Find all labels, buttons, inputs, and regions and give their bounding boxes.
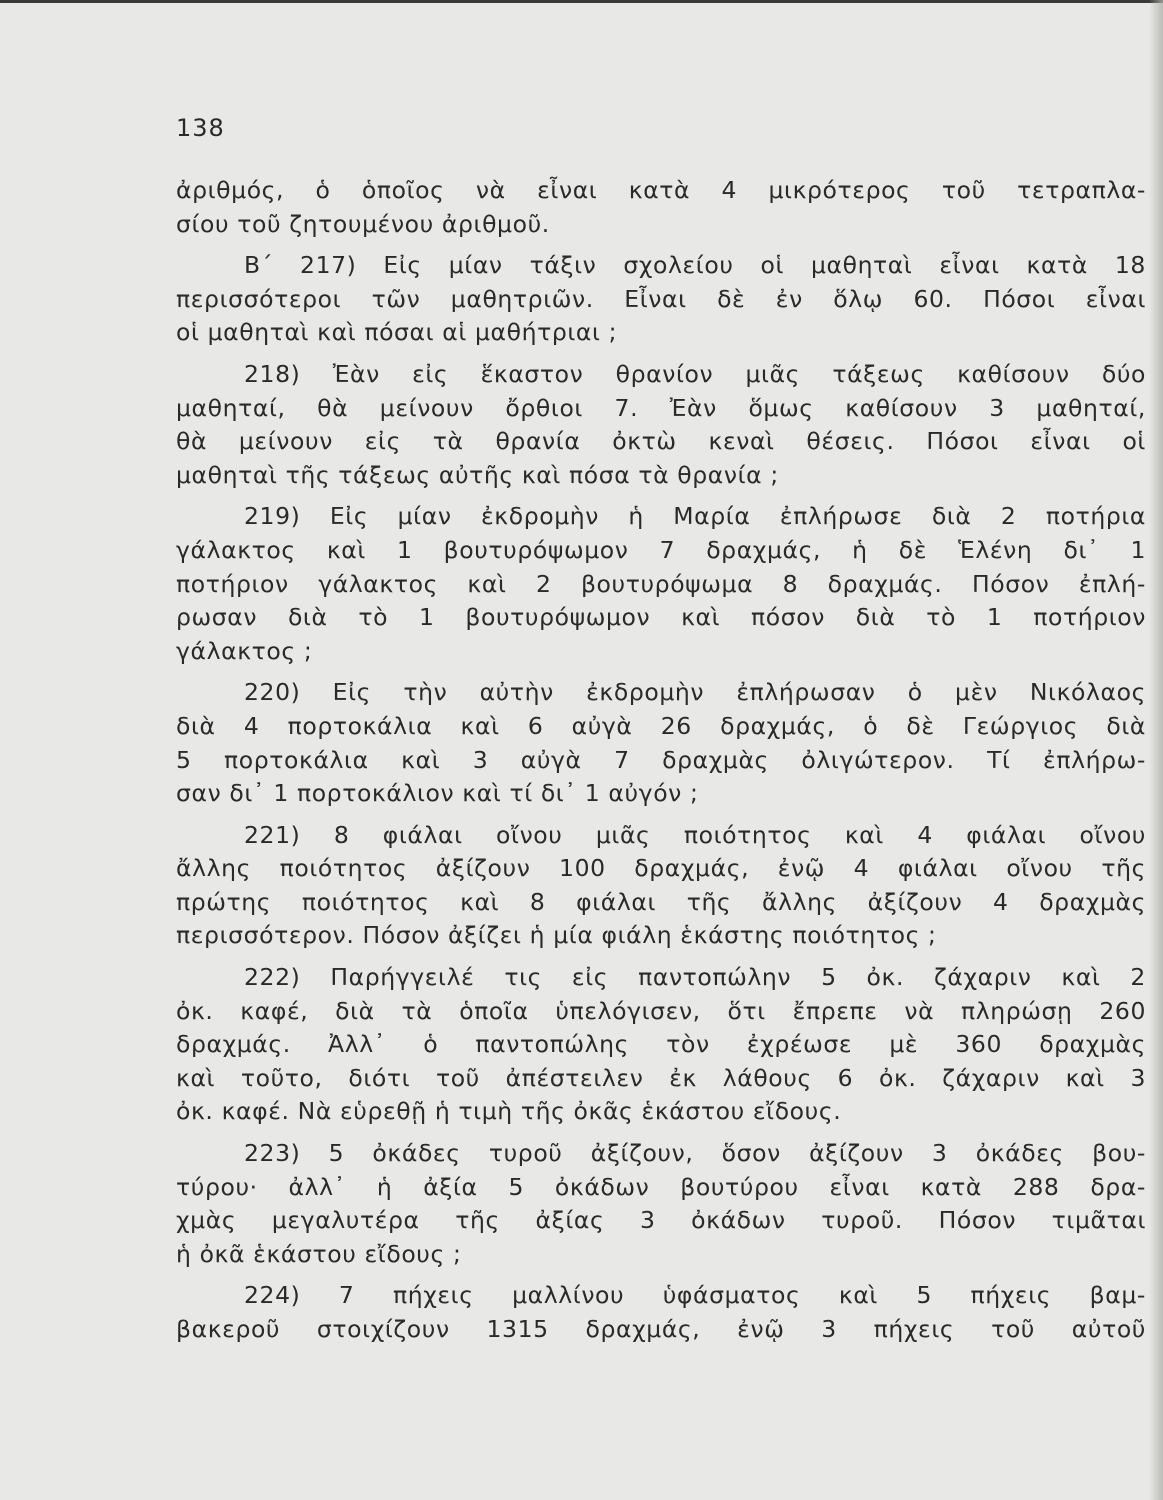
text-line: βακεροῦ στοιχίζουν 1315 δραχμάς, ἐνῷ 3 πήχεις τοῦ αὐτοῦ — [176, 1315, 1146, 1343]
page-number: 138 — [176, 114, 225, 142]
text-line: γάλακτος ; — [176, 636, 313, 665]
text-line: θὰ μείνουν εἰς τὰ θρανία ὀκτὼ κεναὶ θέσεις. Πόσοι εἶναι οἱ — [176, 427, 1146, 456]
problem-221 — [176, 819, 1146, 953]
problem-219 — [176, 500, 1146, 668]
text-line: χμὰς μεγαλυτέρα τῆς ἀξίας 3 ὀκάδων τυροῦ. Πόσον τιμᾶται — [176, 1206, 1146, 1235]
problem-220 — [176, 676, 1146, 810]
text-line: 219) Εἰς μίαν ἐκδρομὴν ἡ Μαρία ἐπλήρωσε διὰ 2 ποτήρια — [244, 502, 1146, 531]
text-line: γάλακτος καὶ 1 βουτυρόψωμον 7 δραχμάς, ἡ δὲ Ἑλένη δι᾽ 1 — [176, 535, 1146, 564]
text-line: ὀκ. καφέ, διὰ τὰ ὁποῖα ὑπελόγισεν, ὅτι ἔπρεπε νὰ πληρώσῃ 260 — [176, 996, 1146, 1025]
text-line: καὶ τοῦτο, διότι τοῦ ἀπέστειλεν ἐκ λάθους 6 ὀκ. ζάχαριν καὶ 3 — [176, 1063, 1146, 1092]
text-line: ποτήριον γάλακτος καὶ 2 βουτυρόψωμα 8 δραχμάς. Πόσον ἐπλή- — [176, 569, 1146, 598]
text-line: 221) 8 φιάλαι οἴνου μιᾶς ποιότητος καὶ 4 φιάλαι οἴνου — [244, 820, 1146, 849]
text-line: Β΄ 217) Εἰς μίαν τάξιν σχολείου οἱ μαθηταὶ εἶναι κατὰ 18 — [244, 251, 1146, 280]
text-line: 223) 5 ὀκάδες τυροῦ ἀξίζουν, ὅσον ἀξίζουν 3 ὀκάδες βου- — [244, 1139, 1146, 1168]
problem-218 — [176, 358, 1146, 492]
page-binding-shadow — [1149, 0, 1163, 1500]
text-line: ἀριθμός, ὁ ὁποῖος νὰ εἶναι κατὰ 4 μικρότερος τοῦ τετραπλα- — [176, 176, 1146, 204]
text-line: ὀκ. καφέ. Νὰ εὑρεθῇ ἡ τιμὴ τῆς ὀκᾶς ἑκάστου εἴδους. — [176, 1097, 842, 1126]
text-line: μαθηταί, θὰ μείνουν ὄρθιοι 7. Ἐὰν ὅμως καθίσουν 3 μαθηταί, — [176, 393, 1146, 422]
text-line: περισσότερον. Πόσον ἀξίζει ἡ μία φιάλη ἑκάστης ποιότητος ; — [176, 921, 937, 950]
problem-224 — [176, 1279, 1146, 1346]
text-line: σαν δι᾽ 1 πορτοκάλιον καὶ τί δι᾽ 1 αὐγόν ; — [176, 779, 699, 808]
text-line: διὰ 4 πορτοκάλια καὶ 6 αὐγὰ 26 δραχμάς, ὁ δὲ Γεώργιος διὰ — [176, 711, 1146, 740]
text-line: μαθηταὶ τῆς τάξεως αὐτῆς καὶ πόσα τὰ θρανία ; — [176, 460, 779, 489]
text-body — [176, 174, 1146, 1347]
text-line: 218) Ἐὰν εἰς ἕκαστον θρανίον μιᾶς τάξεως καθίσουν δύο — [244, 359, 1146, 388]
text-line: δραχμάς. Ἀλλ᾽ ὁ παντοπώλης τὸν ἐχρέωσε μὲ 360 δραχμὰς — [176, 1030, 1146, 1059]
paragraph-intro — [176, 174, 1146, 241]
text-line: ἄλλης ποιότητος ἀξίζουν 100 δραχμάς, ἐνῷ 4 φιάλαι οἴνου τῆς — [176, 854, 1146, 883]
problem-222 — [176, 961, 1146, 1129]
text-line: τύρου· ἀλλ᾽ ἡ ἀξία 5 ὀκάδων βουτύρου εἶναι κατὰ 288 δρα- — [176, 1172, 1146, 1201]
problem-223 — [176, 1137, 1146, 1271]
text-line: 222) Παρήγγειλέ τις εἰς παντοπώλην 5 ὀκ. ζάχαριν καὶ 2 — [244, 963, 1146, 992]
text-line: ρωσαν διὰ τὸ 1 βουτυρόψωμον καὶ πόσον διὰ τὸ 1 ποτήριον — [176, 603, 1146, 632]
text-line: ἡ ὀκᾶ ἑκάστου εἴδους ; — [176, 1239, 462, 1268]
text-line: οἱ μαθηταὶ καὶ πόσαι αἱ μαθήτριαι ; — [176, 318, 618, 347]
text-line: 224) 7 πήχεις μαλλίνου ὑφάσματος καὶ 5 πήχεις βαμ- — [244, 1281, 1146, 1310]
problem-217 — [176, 249, 1146, 350]
text-line: σίου τοῦ ζητουμένου ἀριθμοῦ. — [176, 209, 550, 238]
text-line: 220) Εἰς τὴν αὐτὴν ἐκδρομὴν ἐπλήρωσαν ὁ μὲν Νικόλαος — [244, 678, 1146, 707]
text-line: περισσότεροι τῶν μαθητριῶν. Εἶναι δὲ ἐν ὅλῳ 60. Πόσοι εἶναι — [176, 284, 1146, 313]
page-top-edge — [0, 0, 1163, 3]
text-line: 5 πορτοκάλια καὶ 3 αὐγὰ 7 δραχμὰς ὀλιγώτερον. Τί ἐπλήρω- — [176, 745, 1146, 774]
text-line: πρώτης ποιότητος καὶ 8 φιάλαι τῆς ἄλλης ἀξίζουν 4 δραχμὰς — [176, 887, 1146, 916]
